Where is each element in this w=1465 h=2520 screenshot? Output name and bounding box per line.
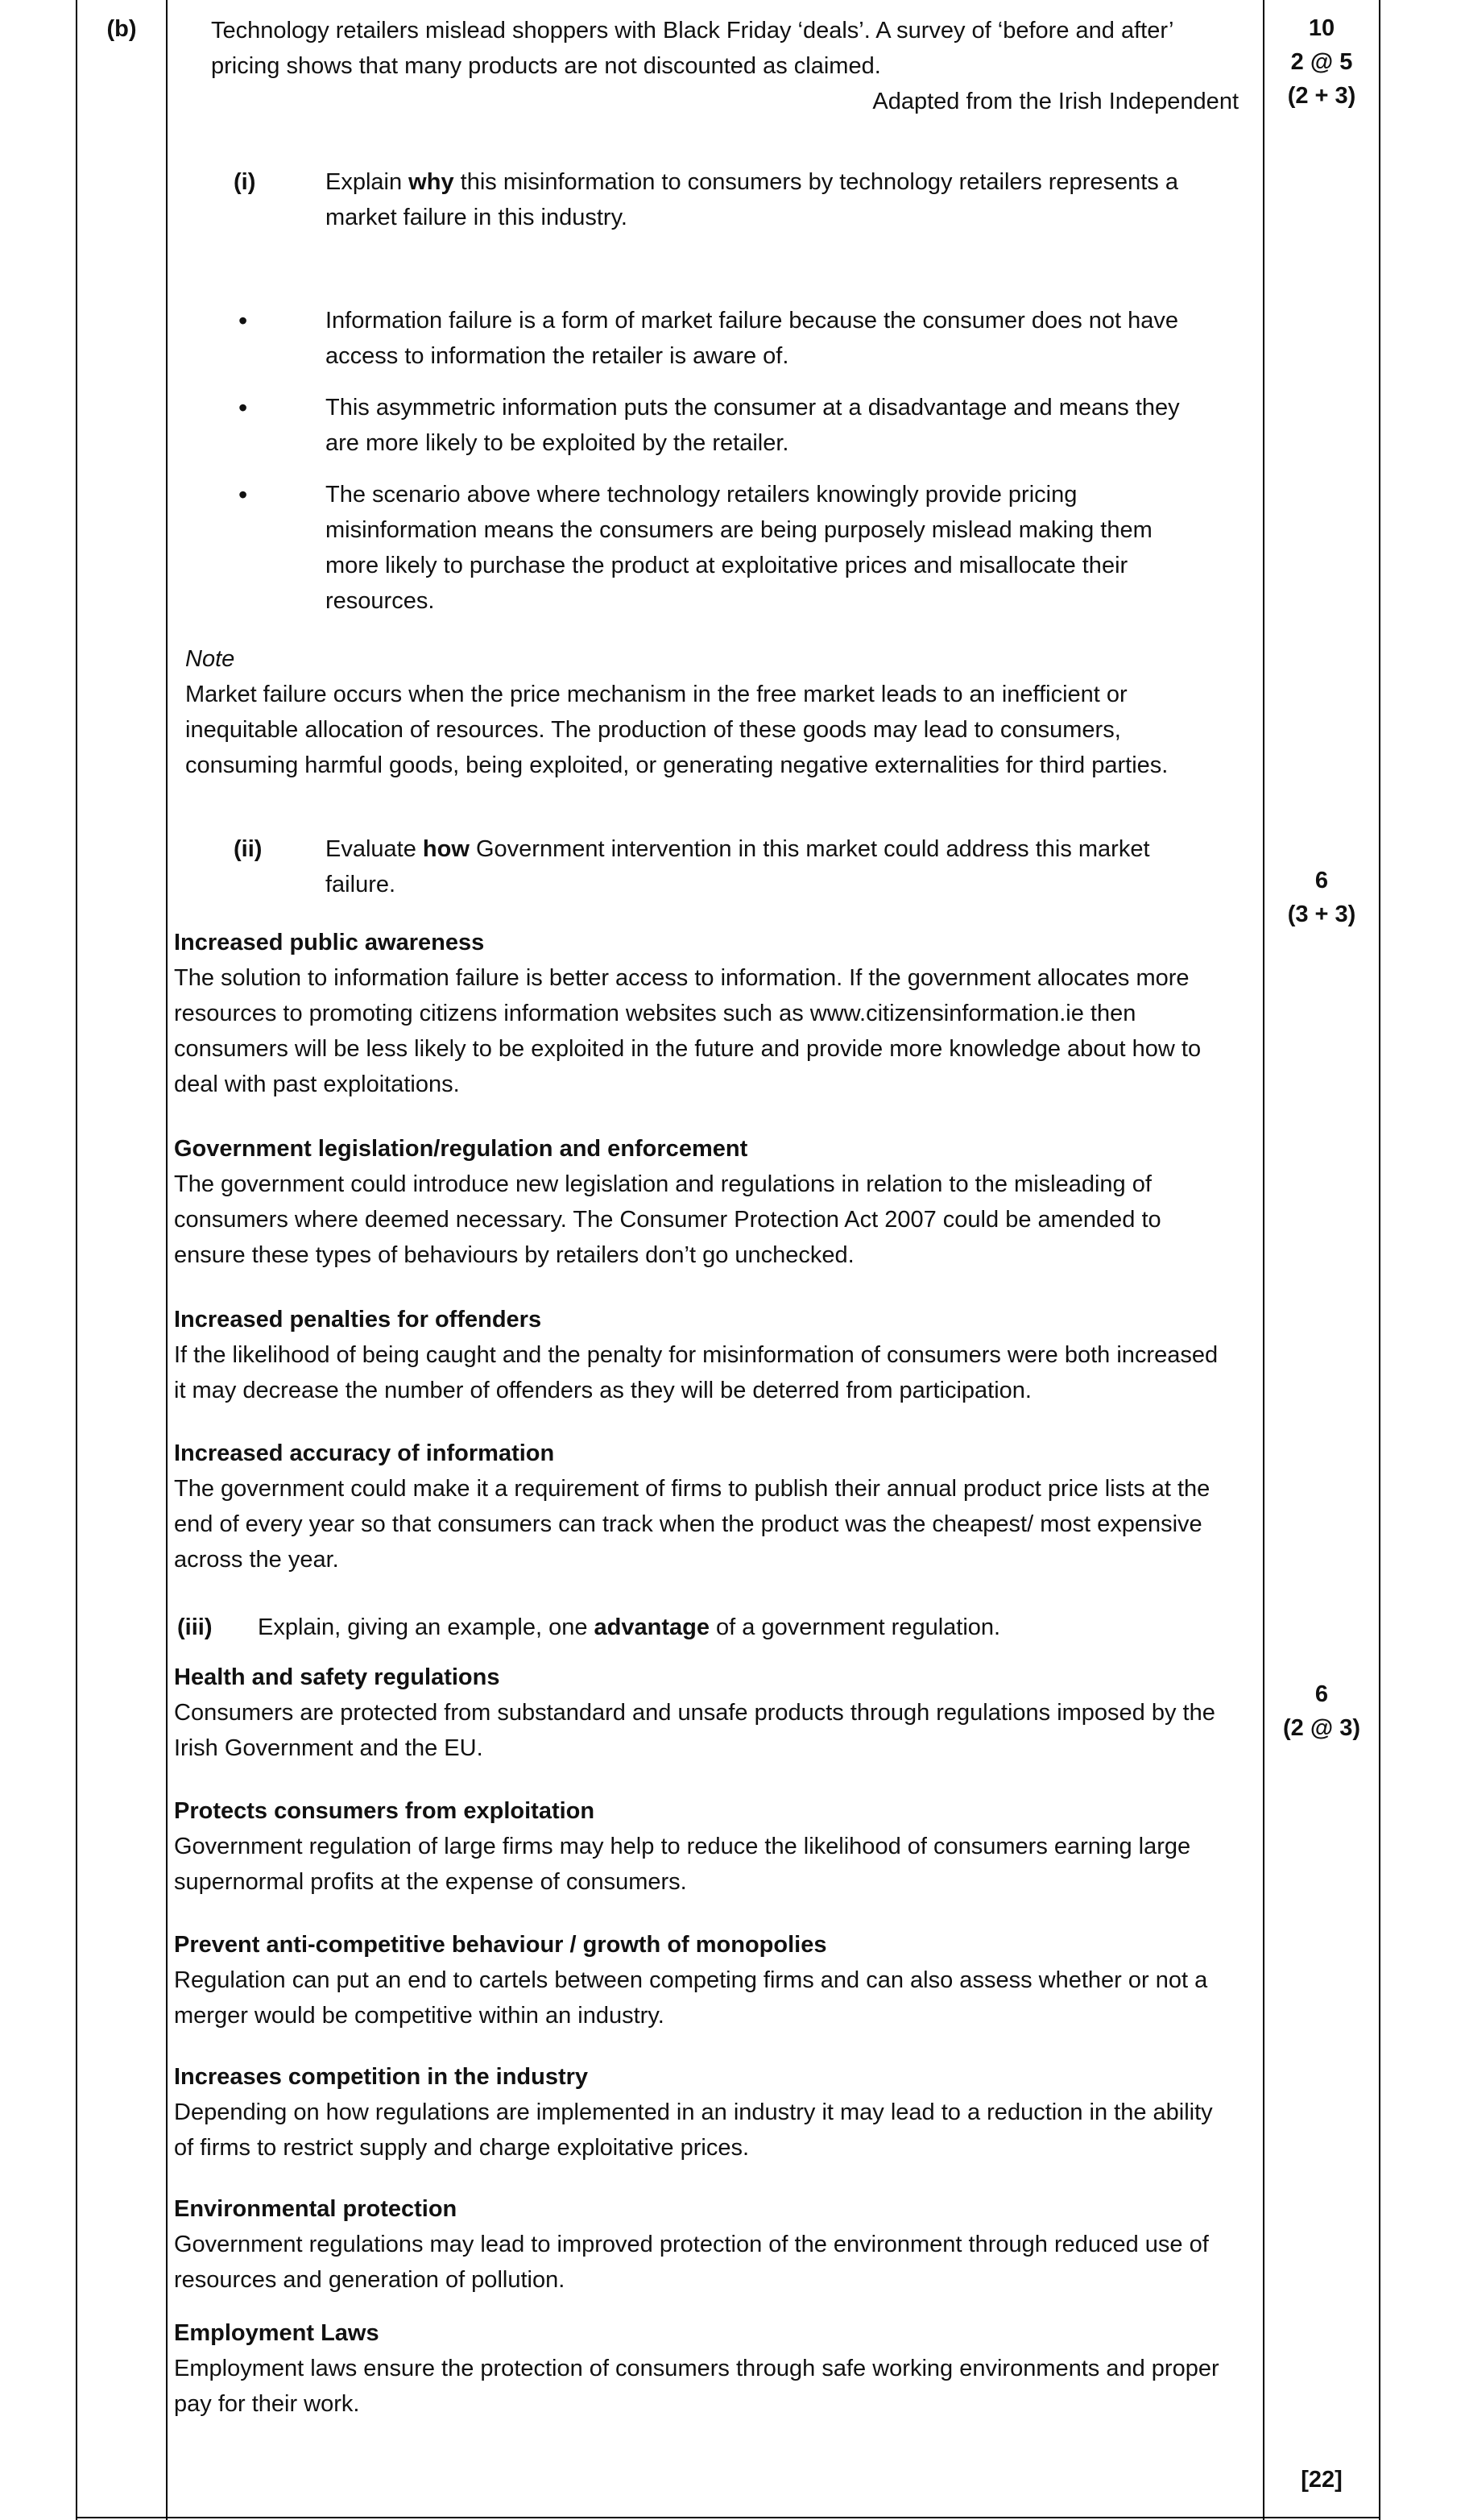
attribution: Adapted from the Irish Independent — [872, 89, 1239, 114]
answer-section — [174, 2059, 1234, 2166]
marks-line: (2 @ 3) — [1283, 1715, 1360, 1741]
note-text: Market failure occurs when the price mechanism in the free market leads to an inefficient or inequitable allocation of resources. The production of these goods may lead to consumers, consuming harmful goods, being exploited, or generating negative externalities for third parties. — [185, 682, 1169, 778]
section-body: Consumers are protected from substandard and unsafe products through regulations imposed by the Irish Government and the EU. — [174, 1700, 1215, 1761]
question-ii-number: (ii) — [234, 836, 263, 862]
answer-section — [174, 2191, 1234, 2298]
bullet-text: • This asymmetric information puts the consumer at a disadvantage and means they are more likely to be exploited by the retailer. — [325, 395, 1180, 456]
marks-part-b — [1264, 11, 1379, 113]
question-part-label: (b) — [106, 16, 137, 42]
question-i-text: Explain why this misinformation to consumers by technology retailers represents a market failure in this industry. — [325, 169, 1178, 230]
section-heading: Prevent anti-competitive behaviour / growth of monopolies — [174, 1932, 827, 1958]
marks-part-iii — [1264, 1677, 1379, 1745]
question-ii — [234, 831, 1197, 902]
section-body: Employment laws ensure the protection of consumers through safe working environments and proper pay for their work. — [174, 2356, 1219, 2417]
answer-section — [174, 1793, 1234, 1900]
section-body: Government regulations may lead to improved protection of the environment through reduced use of resources and generation of pollution. — [174, 2232, 1209, 2293]
question-iii-number: (iii) — [177, 1614, 213, 1640]
marks-total: [22] — [1301, 2467, 1343, 2493]
section-body: The solution to information failure is better access to information. If the government allocates more resources to promoting citizens information websites such as www.citizensinformation.ie then consumers will be less likely to be exploited in the future and provide more knowledge about how to deal with past exploitations. — [174, 965, 1202, 1097]
section-heading: Environmental protection — [174, 2196, 457, 2222]
bullet-item — [238, 303, 1200, 374]
stimulus-paragraph: Technology retailers mislead shoppers with Black Friday ‘deals’. A survey of ‘before and after’ pricing shows that many products are not discounted as claimed. — [211, 18, 1173, 79]
section-body: If the likelihood of being caught and the penalty for misinformation of consumers were both increased it may decrease the number of offenders as they will be deterred from participation. — [174, 1342, 1219, 1403]
section-heading: Increased public awareness — [174, 930, 485, 955]
marks-part-ii — [1264, 864, 1379, 931]
section-body: Regulation can put an end to cartels between competing firms and can also assess whether or not a merger would be competitive within an industry. — [174, 1967, 1208, 2029]
marks-line: 10 — [1308, 15, 1335, 41]
table-border-right — [1379, 0, 1380, 2520]
answer-section — [174, 925, 1234, 1102]
question-i — [234, 164, 1197, 235]
section-heading: Employment Laws — [174, 2320, 379, 2346]
section-heading: Increased accuracy of information — [174, 1440, 555, 1466]
table-border-bottom — [76, 2517, 1380, 2518]
marks-line: (3 + 3) — [1287, 901, 1356, 927]
question-iii-text: Explain, giving an example, one advantage of a government regulation. — [258, 1614, 1001, 1640]
marks-line: 2 @ 5 — [1290, 49, 1353, 75]
section-heading: Health and safety regulations — [174, 1664, 500, 1690]
marks-column — [1264, 0, 1379, 2520]
table-border-left — [76, 0, 77, 2520]
answer-section — [174, 1927, 1234, 2033]
section-body: Government regulation of large firms may help to reduce the likelihood of consumers earning large supernormal profits at the expense of consumers. — [174, 1834, 1191, 1895]
note-label: Note — [185, 646, 235, 672]
section-heading: Increases competition in the industry — [174, 2064, 589, 2090]
section-body: The government could make it a requirement of firms to publish their annual product price lists at the end of every year so that consumers can track when the product was the cheapest/ most expensive across the year. — [174, 1476, 1210, 1573]
stimulus-text — [211, 13, 1239, 119]
answer-section — [174, 1436, 1234, 1577]
answer-section — [174, 2315, 1234, 2422]
answer-content — [166, 0, 1263, 2422]
question-ii-text: Evaluate how Government intervention in this market could address this market failure. — [325, 836, 1150, 897]
answer-section — [174, 1302, 1234, 1408]
marks-line: (2 + 3) — [1287, 83, 1356, 109]
examiner-note — [185, 641, 1221, 783]
answer-section — [174, 1131, 1234, 1273]
bullet-text: • The scenario above where technology retailers knowingly provide pricing misinformation means the consumers are being purposely mislead making them more likely to purchase the product at exploitative prices and misallocate their resources. — [325, 482, 1153, 614]
question-i-number: (i) — [234, 169, 256, 195]
section-heading: Government legislation/regulation and enforcement — [174, 1136, 748, 1162]
answer-bullet-list — [238, 303, 1200, 619]
question-iii — [177, 1610, 1213, 1645]
answer-section — [174, 1660, 1234, 1766]
section-heading: Protects consumers from exploitation — [174, 1798, 595, 1824]
marks-line: 6 — [1314, 868, 1329, 893]
bullet-item — [238, 390, 1200, 461]
marks-line: 6 — [1314, 1681, 1329, 1707]
bullet-item — [238, 477, 1200, 619]
bullet-text: • Information failure is a form of market failure because the consumer does not have access to information the retailer is aware of. — [325, 308, 1179, 369]
section-heading: Increased penalties for offenders — [174, 1307, 542, 1333]
section-body: The government could introduce new legislation and regulations in relation to the misleading of consumers where deemed necessary. The Consumer Protection Act 2007 could be amended to ensure these types of behaviours by retailers don’t go unchecked. — [174, 1171, 1161, 1268]
section-body: Depending on how regulations are implemented in an industry it may lead to a reduction in the ability of firms to restrict supply and charge exploitative prices. — [174, 2099, 1213, 2161]
